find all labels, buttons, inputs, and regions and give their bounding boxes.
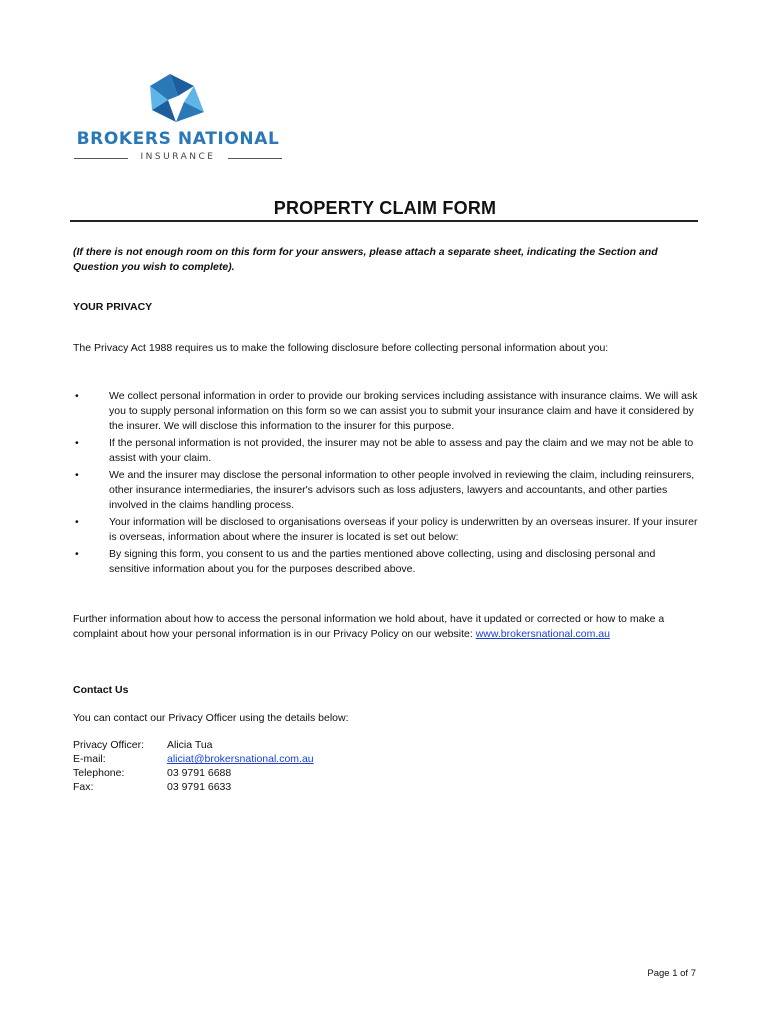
contact-value: 03 9791 6688 — [167, 767, 232, 779]
bullet-text: We collect personal information in order to provide our broking services including assistance with insurance claims. We will ask you to supply personal information on this form so we can assist you to submit your insurance claim and have it considered by the insurer. We will disclose this information to the insurer for this purpose. — [109, 390, 698, 432]
privacy-lead: The Privacy Act 1988 requires us to make the following disclosure before collecting personal information about you: — [73, 342, 609, 354]
form-title: PROPERTY CLAIM FORM — [273, 198, 497, 218]
contact-value: 03 9791 6633 — [167, 781, 232, 793]
contact-lead: You can contact our Privacy Officer using the details below: — [73, 712, 349, 724]
email-link[interactable]: aliciat@brokersnational.com.au — [167, 753, 314, 765]
bullet-icon: • — [75, 437, 79, 449]
bullet-text: Your information will be disclosed to organisations overseas if your policy is underwritten by an overseas insurer. If your insurer is overseas, information about where the insurer is located is set out below: — [109, 516, 698, 543]
brand-subtitle: INSURANCE — [140, 152, 216, 162]
list-item — [73, 515, 698, 545]
list-item — [73, 547, 698, 577]
title-rule — [70, 220, 698, 222]
contact-row-email — [73, 752, 314, 766]
brand-name: BROKERS NATIONAL — [76, 129, 280, 149]
brand-logo — [72, 72, 284, 164]
list-item — [73, 468, 698, 513]
contact-label: Telephone: — [73, 767, 125, 779]
bullet-icon: • — [75, 516, 79, 528]
contact-row-officer — [73, 738, 314, 752]
bullet-icon: • — [75, 390, 79, 402]
contact-heading: Contact Us — [73, 684, 129, 696]
bullet-text: If the personal information is not provided, the insurer may not be able to assess and pay the claim and we may not be able to assist with your claim. — [109, 437, 694, 464]
bullet-icon: • — [75, 548, 79, 560]
further-info-text: Further information about how to access the personal information we hold about, have it updated or corrected or how to make a complaint about how your personal information is in our Privacy Policy on our website: — [73, 613, 665, 640]
contact-details — [73, 738, 314, 794]
brand-divider-right — [228, 158, 282, 159]
privacy-bullet-list — [73, 389, 698, 579]
list-item — [73, 436, 698, 466]
bullet-text: We and the insurer may disclose the personal information to other people involved in reviewing the claim, including reinsurers, other insurance intermediaries, the insurer's advisors such as loss adjusters, lawyers and accountants, and other parties involved in the claims handling process. — [109, 469, 695, 511]
website-link[interactable]: www.brokersnational.com.au — [475, 628, 610, 640]
contact-label: E-mail: — [73, 753, 106, 765]
contact-value: Alicia Tua — [167, 739, 213, 751]
contact-label: Fax: — [73, 781, 94, 793]
contact-row-fax — [73, 780, 314, 794]
bullet-text: By signing this form, you consent to us and the parties mentioned above collecting, using and disclosing personal and sensitive information about you for the purposes described above. — [109, 548, 656, 575]
contact-row-telephone — [73, 766, 314, 780]
brand-subtitle-row — [72, 152, 284, 164]
page-number: Page 1 of 7 — [647, 968, 696, 979]
bullet-icon: • — [75, 469, 79, 481]
list-item — [73, 389, 698, 434]
privacy-further-info — [73, 612, 698, 642]
intro-note: (If there is not enough room on this form for your answers, please attach a separate sheet, indicating the Section and Question you wish to complete). — [73, 246, 658, 273]
privacy-heading: YOUR PRIVACY — [73, 301, 153, 313]
contact-label: Privacy Officer: — [73, 739, 144, 751]
brokers-national-logo-icon — [148, 72, 206, 124]
